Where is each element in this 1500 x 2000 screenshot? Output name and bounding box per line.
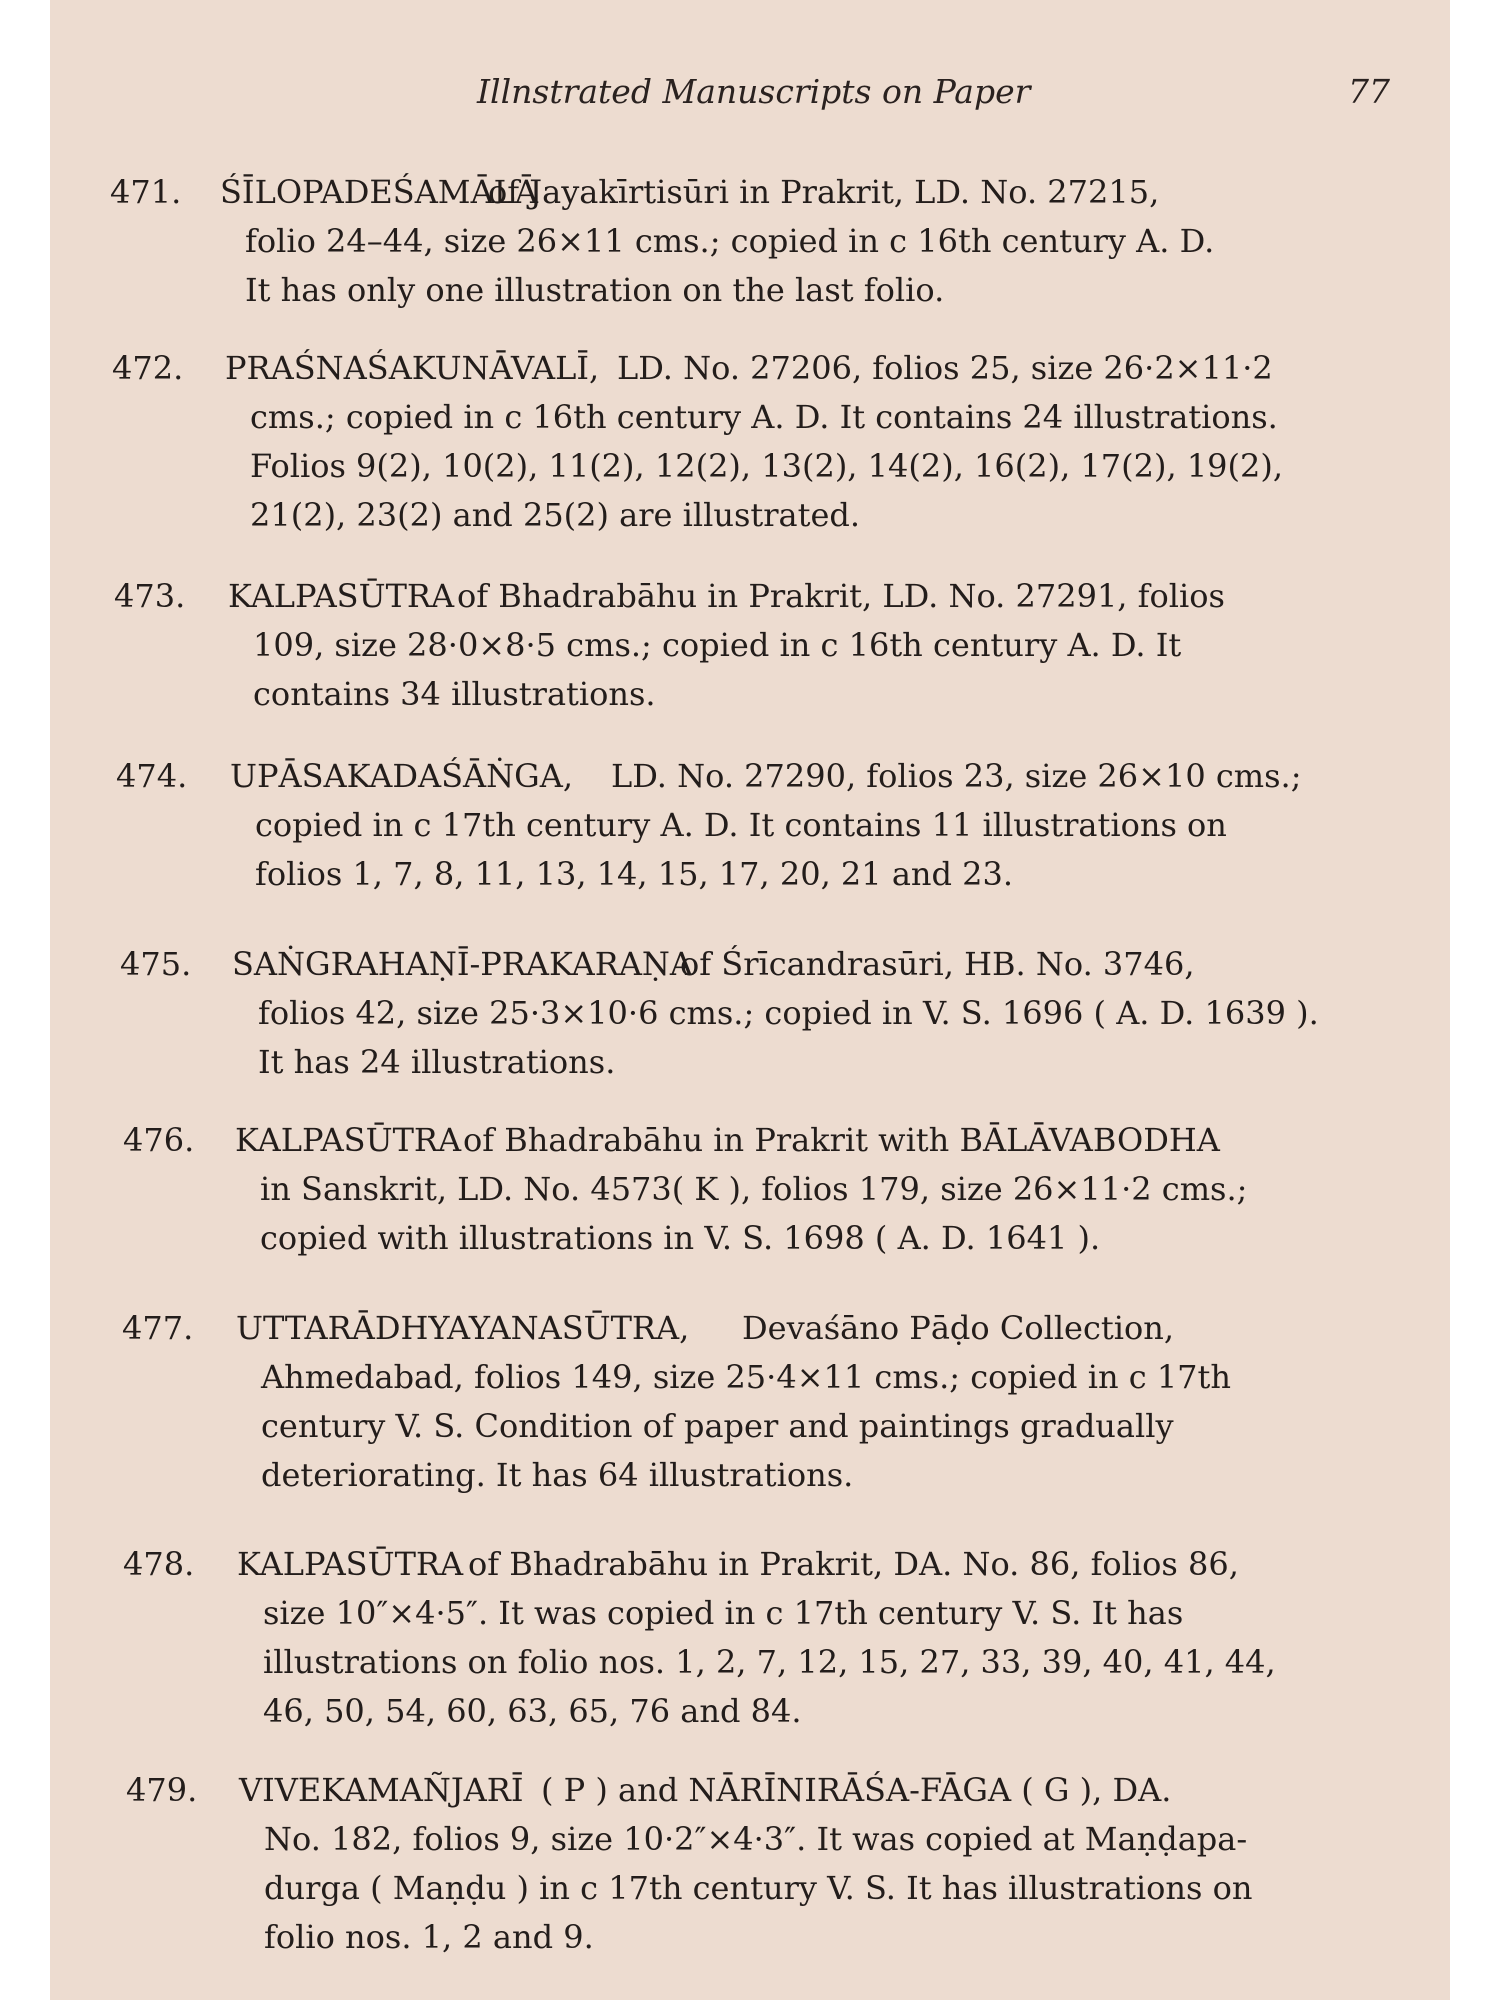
- entry-text-line: copied in c 17th century A. D. It contains 11 illustrations on: [255, 806, 1227, 844]
- entry-number: 477.: [122, 1309, 194, 1347]
- entry-text-line: folios 42, size 25·3×10·6 cms.; copied in V. S. 1696 ( A. D. 1639 ).: [258, 994, 1319, 1032]
- entry-text-line: of Śrīcandrasūri, HB. No. 3746,: [680, 945, 1195, 983]
- entry-number: 471.: [110, 173, 182, 211]
- entry-text-line: LD. No. 27206, folios 25, size 26·2×11·2: [617, 349, 1273, 387]
- entry-text-line: deteriorating. It has 64 illustrations.: [261, 1456, 854, 1494]
- entry-text-line: Folios 9(2), 10(2), 11(2), 12(2), 13(2), 14(2), 16(2), 17(2), 19(2),: [250, 447, 1284, 485]
- entry-text-line: of Bhadrabāhu in Prakrit, LD. No. 27291, folios: [457, 577, 1225, 615]
- entry-text-line: 109, size 28·0×8·5 cms.; copied in c 16th century A. D. It: [253, 626, 1182, 664]
- entry-text-line: 21(2), 23(2) and 25(2) are illustrated.: [250, 496, 861, 534]
- entry-text-line: of Bhadrabāhu in Prakrit with BĀLĀVABODHA: [463, 1121, 1220, 1159]
- entry-text-line: size 10″×4·5″. It was copied in c 17th century V. S. It has: [263, 1594, 1184, 1632]
- entry-text-line: of Bhadrabāhu in Prakrit, DA. No. 86, folios 86,: [468, 1545, 1239, 1583]
- entry-text-line: in Sanskrit, LD. No. 4573( K ), folios 179, size 26×11·2 cms.;: [260, 1170, 1248, 1208]
- entry-text-line: Ahmedabad, folios 149, size 25·4×11 cms.; copied in c 17th: [261, 1358, 1231, 1396]
- entry-title: VIVEKAMAÑJARĪ: [239, 1771, 524, 1809]
- entry-text-line: durga ( Maṇḍu ) in c 17th century V. S. It has illustrations on: [264, 1869, 1253, 1907]
- entry-text-line: folio 24–44, size 26×11 cms.; copied in c 16th century A. D.: [245, 222, 1215, 260]
- catalogue-entries: [50, 0, 1450, 2000]
- entry-text-line: cms.; copied in c 16th century A. D. It contains 24 illustrations.: [250, 398, 1278, 436]
- entry-text-line: It has 24 illustrations.: [258, 1043, 616, 1081]
- entry-number: 473.: [114, 577, 186, 615]
- entry-text-line: folios 1, 7, 8, 11, 13, 14, 15, 17, 20, 21 and 23.: [255, 855, 1014, 893]
- entry-text-line: contains 34 illustrations.: [253, 675, 656, 713]
- entry-text-line: ( P ) and NĀRĪNIRĀŚA-FĀGA ( G ), DA.: [541, 1771, 1172, 1809]
- entry-title: UTTARĀDHYAYANASŪTRA,: [236, 1309, 690, 1347]
- entry-title: ŚĪLOPADEŚAMĀLĀ: [220, 173, 539, 211]
- entry-text-line: century V. S. Condition of paper and paintings gradually: [261, 1407, 1174, 1445]
- entry-text-line: copied with illustrations in V. S. 1698 ( A. D. 1641 ).: [260, 1219, 1101, 1257]
- entry-number: 475.: [120, 945, 192, 983]
- entry-title: KALPASŪTRA: [228, 577, 455, 615]
- page-number: 77: [1348, 72, 1390, 111]
- entry-text-line: folio nos. 1, 2 and 9.: [264, 1918, 594, 1956]
- entry-title: UPĀSAKADAŚĀṄGA,: [230, 757, 573, 795]
- entry-text-line: It has only one illustration on the last folio.: [245, 271, 945, 309]
- entry-text-line: illustrations on folio nos. 1, 2, 7, 12, 15, 27, 33, 39, 40, 41, 44,: [263, 1643, 1276, 1681]
- running-title: Illnstrated Manuscripts on Paper: [477, 72, 1031, 111]
- book-page: [50, 0, 1450, 2000]
- entry-number: 479.: [126, 1771, 198, 1809]
- entry-text-line: LD. No. 27290, folios 23, size 26×10 cms.;: [611, 757, 1302, 795]
- entry-title: KALPASŪTRA: [237, 1545, 464, 1583]
- entry-number: 476.: [123, 1121, 195, 1159]
- entry-number: 472.: [112, 349, 184, 387]
- entry-title: PRAŚNAŚAKUNĀVALĪ,: [225, 349, 600, 387]
- entry-title: KALPASŪTRA: [235, 1121, 462, 1159]
- entry-text-line: Devaśāno Pāḍo Collection,: [742, 1309, 1175, 1347]
- entry-text-line: No. 182, folios 9, size 10·2″×4·3″. It was copied at Maṇḍapa-: [264, 1820, 1248, 1858]
- entry-number: 478.: [123, 1545, 195, 1583]
- entry-number: 474.: [116, 757, 188, 795]
- entry-text-line: 46, 50, 54, 60, 63, 65, 76 and 84.: [263, 1692, 802, 1730]
- entry-title: SAṄGRAHAṆĪ-PRAKARAṆA: [232, 945, 694, 983]
- entry-text-line: of Jayakīrtisūri in Prakrit, LD. No. 27215,: [488, 173, 1160, 211]
